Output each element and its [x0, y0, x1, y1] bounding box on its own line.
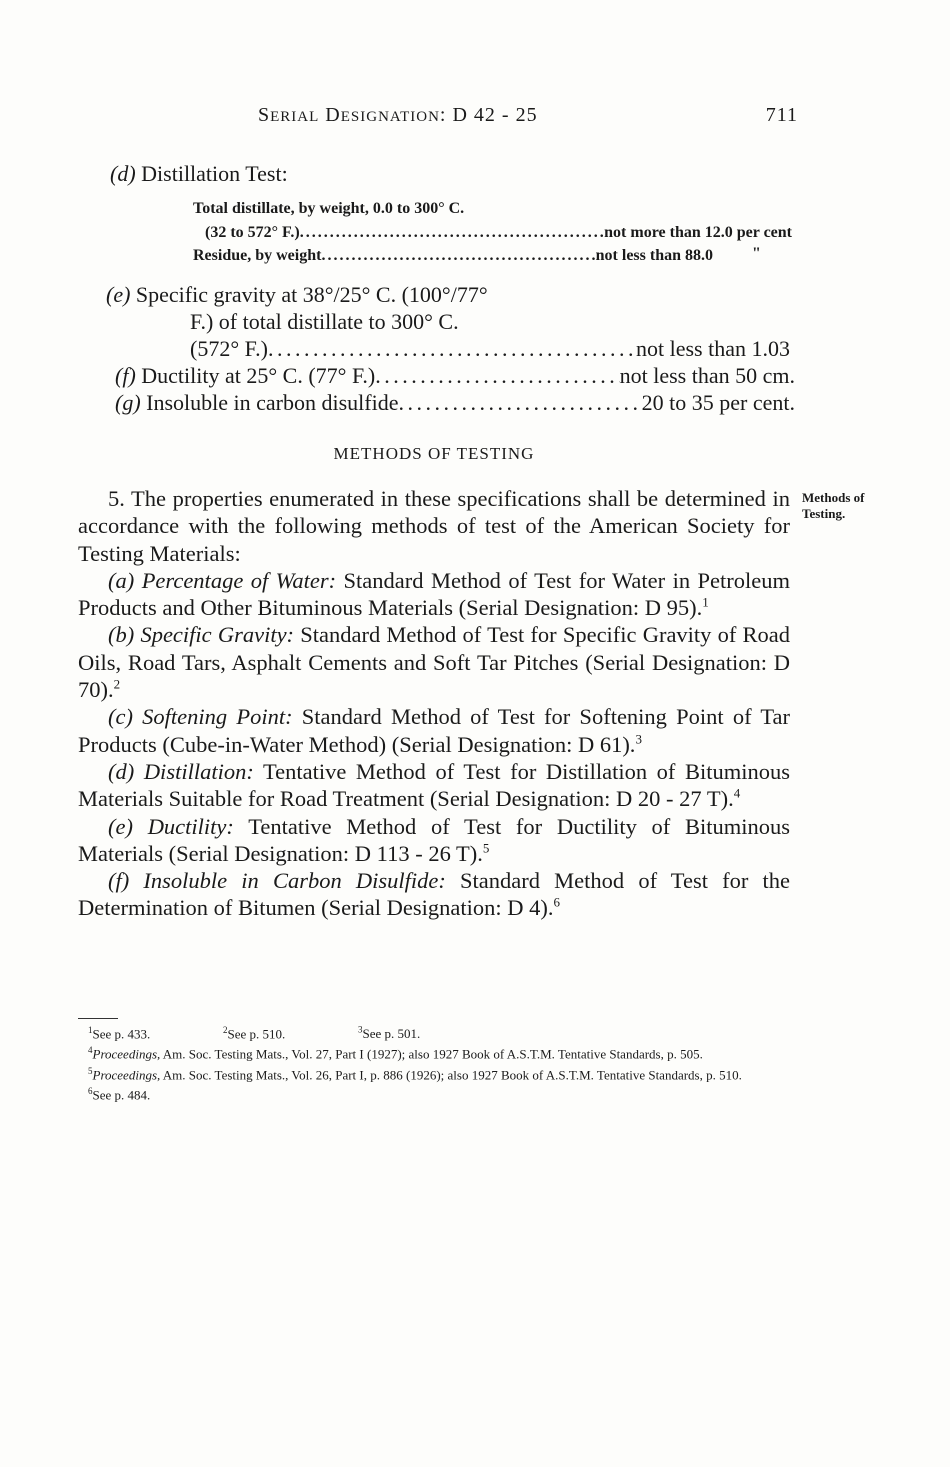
page-number: 711 [765, 104, 798, 126]
requirement-f-row: (f) Ductility at 25° C. (77° F.) . . . not less than 50 cm. [115, 363, 795, 391]
specific-gravity-value: not less than 1.03 [636, 336, 790, 361]
paragraph-5: 5. The properties enumerated in these specifications shall be determined in accordance with the following methods of test of the American Society for Testing Materials: [78, 486, 790, 566]
requirement-e-line1: (e) Specific gravity at 38°/25° C. (100°/77° [106, 282, 488, 307]
footnote-3: $^3$See p. 501. [358, 1025, 421, 1042]
ductility-value: not less than 50 cm. [619, 363, 795, 388]
requirement-g-row: (g) Insoluble in carbon disulfide . . . 20 to 35 per cent. [115, 390, 795, 418]
method-b: (b) Specific Gravity: Standard Method of Test for Specific Gravity of Road Oils, Road Tars, Asphalt Cements and Soft Tar Pitches (Serial Designation: D 70).$^2$ [78, 622, 791, 703]
methods-body [78, 485, 790, 922]
header-title: SERIAL DESIGNATION: D 42 - 25 [258, 104, 538, 126]
footnote-6: $^6$See p. 484. [88, 1085, 151, 1103]
total-distillate-row: (32 to 572° F.) . . . not more than 12.0 per cent [205, 224, 792, 246]
method-e: (e) Ductility: Tentative Method of Test for Ductility of Bituminous Materials (Serial Designation: D 113 - 26 T).$^5$ [78, 813, 790, 866]
method-a: (a) Percentage of Water: Standard Method of Test for Water in Petroleum Products and Other Bituminous Materials (Serial Designation: D 95).$^1$ [78, 567, 791, 621]
footnote-rule [78, 1018, 118, 1019]
footnote-5: $^5$Proceedings, Am. Soc. Testing Mats., Vol. 26, Part I, p. 886 (1926); also 1927 Book of A.S.T.M. Tentative Standards, p. 510. [88, 1065, 742, 1082]
residue-value: not less than 88.0 [595, 247, 713, 264]
method-f: (f) Insoluble in Carbon Disulfide: Standard Method of Test for the Determination of Bitumen (Serial Designation: D 4).$^6$ [78, 868, 791, 921]
footnote-4: $^4$Proceedings, Am. Soc. Testing Mats., Vol. 27, Part I (1927); also 1927 Book of A.S.T.M. Tentative Standards, p. 505. [88, 1045, 703, 1062]
footnote-row-1 [78, 1022, 790, 1042]
method-c: (c) Softening Point: Standard Method of Test for Softening Point of Tar Products (Cube-in-Water Method) (Serial Designation: D 61).$^3$ [78, 704, 790, 757]
requirement-d-heading: (d) Distillation Test: [110, 161, 288, 186]
footnote-1: $^1$See p. 433. [88, 1025, 151, 1042]
insoluble-value: 20 to 35 per cent. [641, 390, 795, 415]
section-heading: METHODS OF TESTING [333, 444, 535, 463]
requirement-e-row: (572° F.) . . . not less than 1.03 [190, 336, 790, 364]
total-distillate-line1: Total distillate, by weight, 0.0 to 300° C. [193, 200, 465, 217]
requirement-e-line2: F.) of total distillate to 300° C. [190, 309, 459, 334]
method-d: (d) Distillation: Tentative Method of Test for Distillation of Bituminous Materials Suitable for Road Treatment (Serial Designation: D 20 - 27 T).$^4$ [78, 758, 790, 812]
footnotes [78, 1022, 790, 1103]
running-header [258, 104, 798, 127]
margin-note: Methods of Testing. [802, 490, 865, 521]
ditto-mark: " [752, 245, 761, 262]
footnote-2: $^2$See p. 510. [223, 1025, 286, 1042]
total-distillate-value: not more than 12.0 per cent [604, 224, 792, 241]
residue-row: Residue, by weight . . . not less than 88.0 [193, 247, 713, 269]
